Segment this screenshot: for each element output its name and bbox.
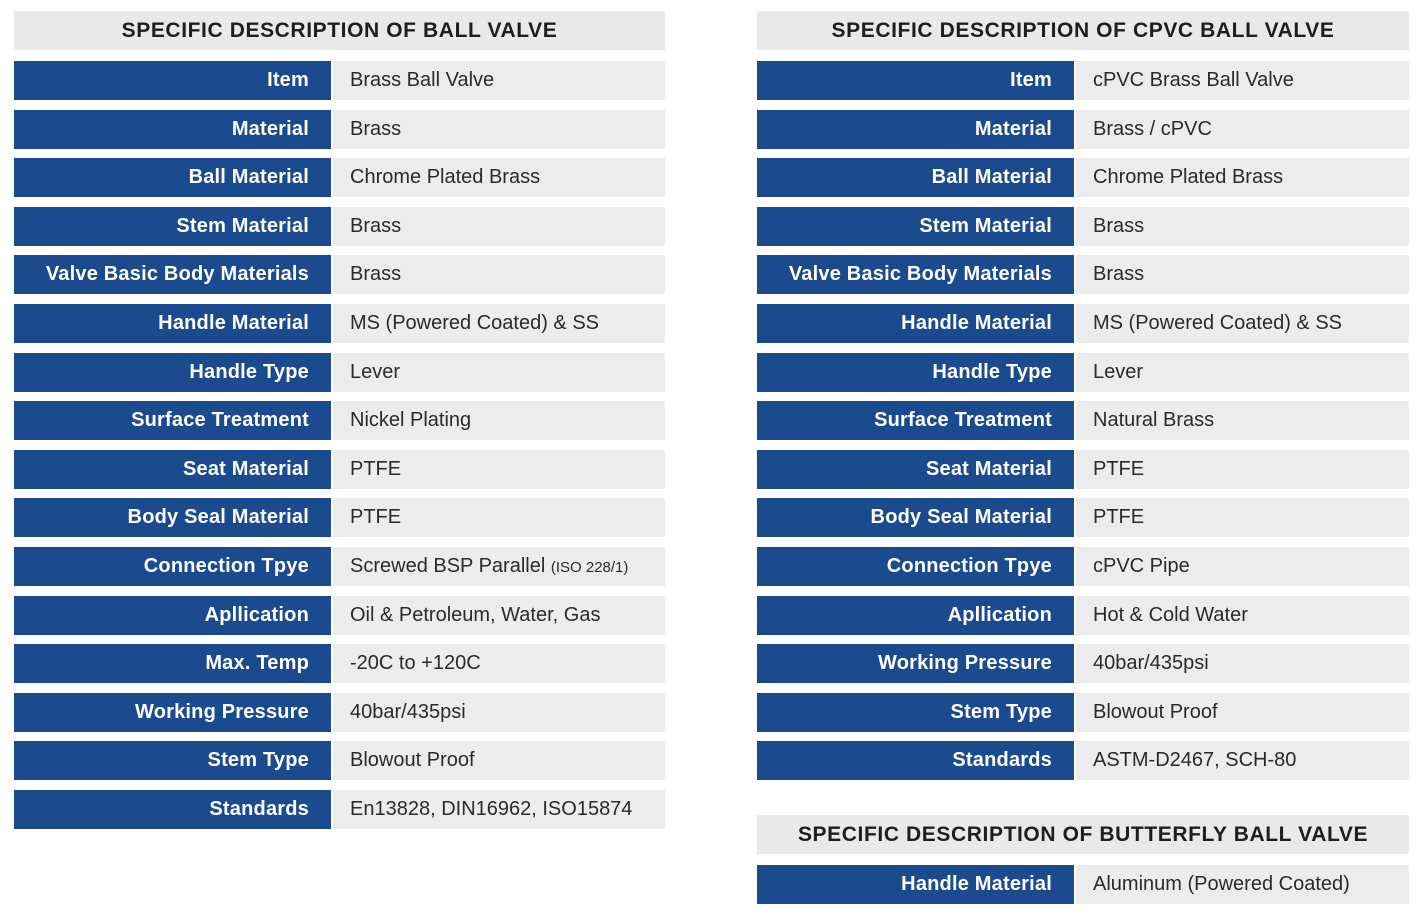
spec-label: Standards: [14, 790, 331, 829]
spec-value: PTFE: [350, 457, 402, 480]
spec-value: MS (Powered Coated) & SS: [1093, 311, 1342, 334]
spec-value: PTFE: [350, 506, 402, 529]
cpvc-ball-valve-spec-table: [757, 61, 1409, 780]
spec-value-cell: [333, 61, 665, 100]
spec-value: Aluminum (Powered Coated): [1093, 873, 1350, 895]
spec-row: [757, 353, 1409, 392]
spec-label: Connection Tpye: [757, 547, 1074, 586]
spec-label: Handle Type: [14, 353, 331, 392]
spec-value-note: (ISO 228/1): [550, 558, 629, 576]
spec-label: Ball Material: [757, 158, 1074, 197]
spec-value-cell: [1076, 158, 1409, 197]
spec-value: cPVC Brass Ball Valve: [1093, 69, 1294, 91]
spec-value-cell: [1076, 498, 1409, 537]
spec-row: [14, 255, 665, 294]
spec-row: [14, 304, 665, 343]
spec-row: [14, 790, 665, 829]
spec-value-cell: [1076, 644, 1409, 683]
spec-value-cell: [1076, 865, 1409, 904]
spec-label: Connection Tpye: [14, 547, 331, 586]
spec-value-cell: [1076, 401, 1409, 440]
butterfly-ball-valve-title: SPECIFIC DESCRIPTION OF BUTTERFLY BALL VALVE: [757, 815, 1409, 854]
spec-row: [14, 401, 665, 440]
spec-value: Chrome Plated Brass: [1093, 166, 1284, 189]
spec-label: Ball Material: [14, 158, 331, 197]
spec-value: PTFE: [1093, 457, 1145, 480]
spec-value: Brass: [1093, 214, 1145, 237]
spec-row: [757, 207, 1409, 246]
ball-valve-spec-table: [14, 61, 665, 829]
butterfly-ball-valve-panel: [757, 815, 1409, 914]
spec-value: Brass / cPVC: [1093, 117, 1212, 140]
spec-value: Screwed BSP Parallel: [350, 554, 546, 577]
spec-value-cell: [333, 304, 665, 343]
spec-row: [757, 255, 1409, 294]
spec-value-cell: [333, 547, 665, 586]
spec-value-cell: [1076, 61, 1409, 100]
spec-row: [757, 110, 1409, 149]
spec-row: [757, 304, 1409, 343]
spec-value-cell: [333, 450, 665, 489]
spec-value: MS (Powered Coated) & SS: [350, 311, 599, 334]
spec-row: [757, 693, 1409, 732]
spec-value: cPVC Pipe: [1093, 554, 1190, 577]
spec-value-cell: [333, 158, 665, 197]
spec-value: ASTM-D2467, SCH-80: [1093, 749, 1297, 772]
spec-row: [757, 547, 1409, 586]
spec-label: Apllication: [14, 596, 331, 635]
spec-row: [757, 401, 1409, 440]
spec-row: [757, 158, 1409, 197]
spec-value-cell: [1076, 450, 1409, 489]
spec-label: Working Pressure: [14, 693, 331, 732]
spec-value-cell: [333, 110, 665, 149]
spec-value: Oil & Petroleum, Water, Gas: [350, 603, 601, 626]
spec-label: Surface Treatment: [14, 401, 331, 440]
spec-value-cell: [333, 596, 665, 635]
spec-row: [14, 158, 665, 197]
spec-row: [14, 498, 665, 537]
spec-value: Brass: [350, 214, 402, 237]
spec-label: Stem Type: [14, 741, 331, 780]
spec-value-cell: [333, 255, 665, 294]
spec-row: [14, 547, 665, 586]
spec-value-cell: [333, 401, 665, 440]
spec-label: Seat Material: [14, 450, 331, 489]
spec-value: Brass: [350, 117, 402, 140]
spec-value: Hot & Cold Water: [1093, 603, 1248, 626]
spec-row: [757, 741, 1409, 780]
spec-row: [14, 61, 665, 100]
spec-label: Body Seal Material: [757, 498, 1074, 537]
spec-value-cell: [1076, 255, 1409, 294]
spec-value-cell: [333, 207, 665, 246]
spec-value-cell: [1076, 207, 1409, 246]
spec-row: [14, 207, 665, 246]
spec-label: Standards: [757, 741, 1074, 780]
spec-row: [14, 596, 665, 635]
spec-label: Material: [757, 110, 1074, 149]
spec-row: [14, 450, 665, 489]
spec-label: Stem Type: [757, 693, 1074, 732]
spec-value-cell: [1076, 547, 1409, 586]
spec-value-cell: [333, 741, 665, 780]
spec-label: Material: [14, 110, 331, 149]
spec-value-cell: [333, 353, 665, 392]
spec-value-cell: [1076, 353, 1409, 392]
spec-row: [757, 596, 1409, 635]
ball-valve-panel: [14, 11, 665, 839]
spec-value: Lever: [350, 360, 401, 383]
spec-row: [757, 498, 1409, 537]
spec-value: Blowout Proof: [350, 749, 475, 772]
spec-value-cell: [333, 644, 665, 683]
spec-value-cell: [1076, 693, 1409, 732]
spec-value: Chrome Plated Brass: [350, 166, 541, 189]
cpvc-ball-valve-panel: [757, 11, 1409, 790]
spec-value: PTFE: [1093, 506, 1145, 529]
spec-value: Blowout Proof: [1093, 700, 1218, 723]
spec-label: Handle Material: [757, 304, 1074, 343]
spec-row: [14, 644, 665, 683]
spec-label: Max. Temp: [14, 644, 331, 683]
spec-label: Valve Basic Body Materials: [14, 255, 331, 294]
spec-row: [757, 644, 1409, 683]
spec-value-cell: [333, 498, 665, 537]
butterfly-ball-valve-spec-table: [757, 865, 1409, 904]
spec-value: Brass: [350, 263, 402, 286]
spec-label: Item: [14, 61, 331, 100]
spec-label: Handle Material: [14, 304, 331, 343]
spec-label: Valve Basic Body Materials: [757, 255, 1074, 294]
spec-row: [14, 353, 665, 392]
spec-label: Handle Type: [757, 353, 1074, 392]
spec-value-cell: [333, 693, 665, 732]
spec-value: Natural Brass: [1093, 409, 1215, 432]
spec-value: Lever: [1093, 360, 1144, 383]
spec-value-cell: [1076, 304, 1409, 343]
spec-row: [757, 450, 1409, 489]
spec-label: Apllication: [757, 596, 1074, 635]
spec-label: Seat Material: [757, 450, 1074, 489]
spec-value: Brass: [1093, 263, 1145, 286]
spec-value: -20C to +120C: [350, 652, 481, 675]
spec-row: [14, 693, 665, 732]
spec-label: Body Seal Material: [14, 498, 331, 537]
spec-label: Item: [757, 61, 1074, 100]
spec-row: [757, 865, 1409, 904]
spec-label: Stem Material: [14, 207, 331, 246]
spec-value-cell: [1076, 741, 1409, 780]
spec-row: [14, 110, 665, 149]
spec-value-cell: [1076, 110, 1409, 149]
spec-row: [757, 61, 1409, 100]
spec-value: 40bar/435psi: [350, 700, 466, 723]
spec-value: Brass Ball Valve: [350, 69, 495, 91]
ball-valve-title: SPECIFIC DESCRIPTION OF BALL VALVE: [14, 11, 665, 50]
spec-label: Stem Material: [757, 207, 1074, 246]
spec-value: Nickel Plating: [350, 409, 472, 432]
spec-label: Surface Treatment: [757, 401, 1074, 440]
spec-label: Handle Material: [757, 865, 1074, 904]
spec-value: 40bar/435psi: [1093, 652, 1209, 675]
spec-label: Working Pressure: [757, 644, 1074, 683]
cpvc-ball-valve-title: SPECIFIC DESCRIPTION OF CPVC BALL VALVE: [757, 11, 1409, 50]
spec-value-cell: [333, 790, 665, 829]
spec-row: [14, 741, 665, 780]
spec-value: En13828, DIN16962, ISO15874: [350, 797, 633, 820]
spec-value-cell: [1076, 596, 1409, 635]
